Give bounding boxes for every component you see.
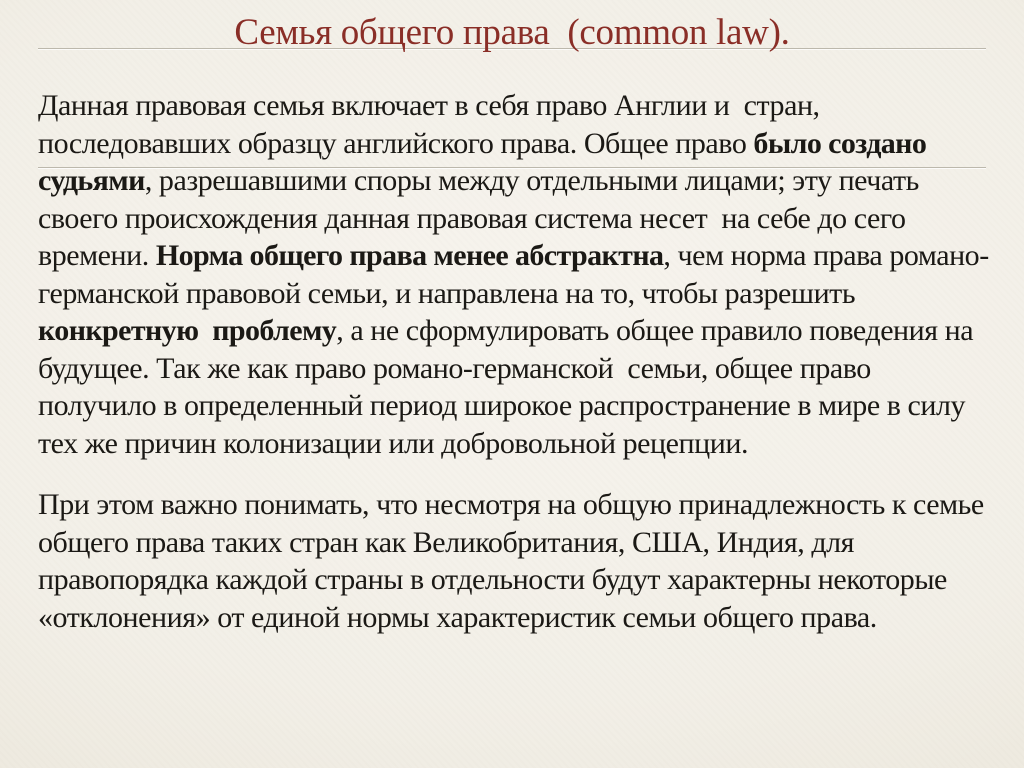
body-paragraph-1 <box>38 87 990 462</box>
body-paragraph-2 <box>38 486 990 636</box>
bold-text-segment: конкретную проблему <box>38 314 337 347</box>
text-segment: , разрешавшими споры между отдельными лицами; эту печать своего происхождения данная правовая система несет на себе до сего времени. <box>38 164 926 272</box>
text-segment: , а не сформулировать общее правило поведения на будущее. Так же как право романо-германской семьи, общее право получило в определенный период широкое распространение в мире в силу тех же причин колонизации или добровольной рецепции. <box>38 314 981 460</box>
slide-body <box>38 87 990 636</box>
bold-text-segment: было создано судьями <box>38 126 934 197</box>
text-segment: При этом важно понимать, что несмотря на общую принадлежность к семье общего права таких стран как Великобритания, США, Индия, для правопорядка каждой страны в отдельности будут характерны некоторые «отклонения» от единой нормы характеристик семьи общего права. <box>38 488 991 634</box>
text-segment: Данная правовая семья включает в себя право Англии и стран, последовавших образцу английского права. Общее право <box>38 89 827 160</box>
bold-text-segment: Норма общего права менее абстрактна <box>155 239 664 272</box>
text-segment: , чем норма права романо-германской правовой семьи, и направлена на то, чтобы разрешить <box>38 239 989 310</box>
slide-title: Семья общего права (common law). <box>234 12 790 53</box>
